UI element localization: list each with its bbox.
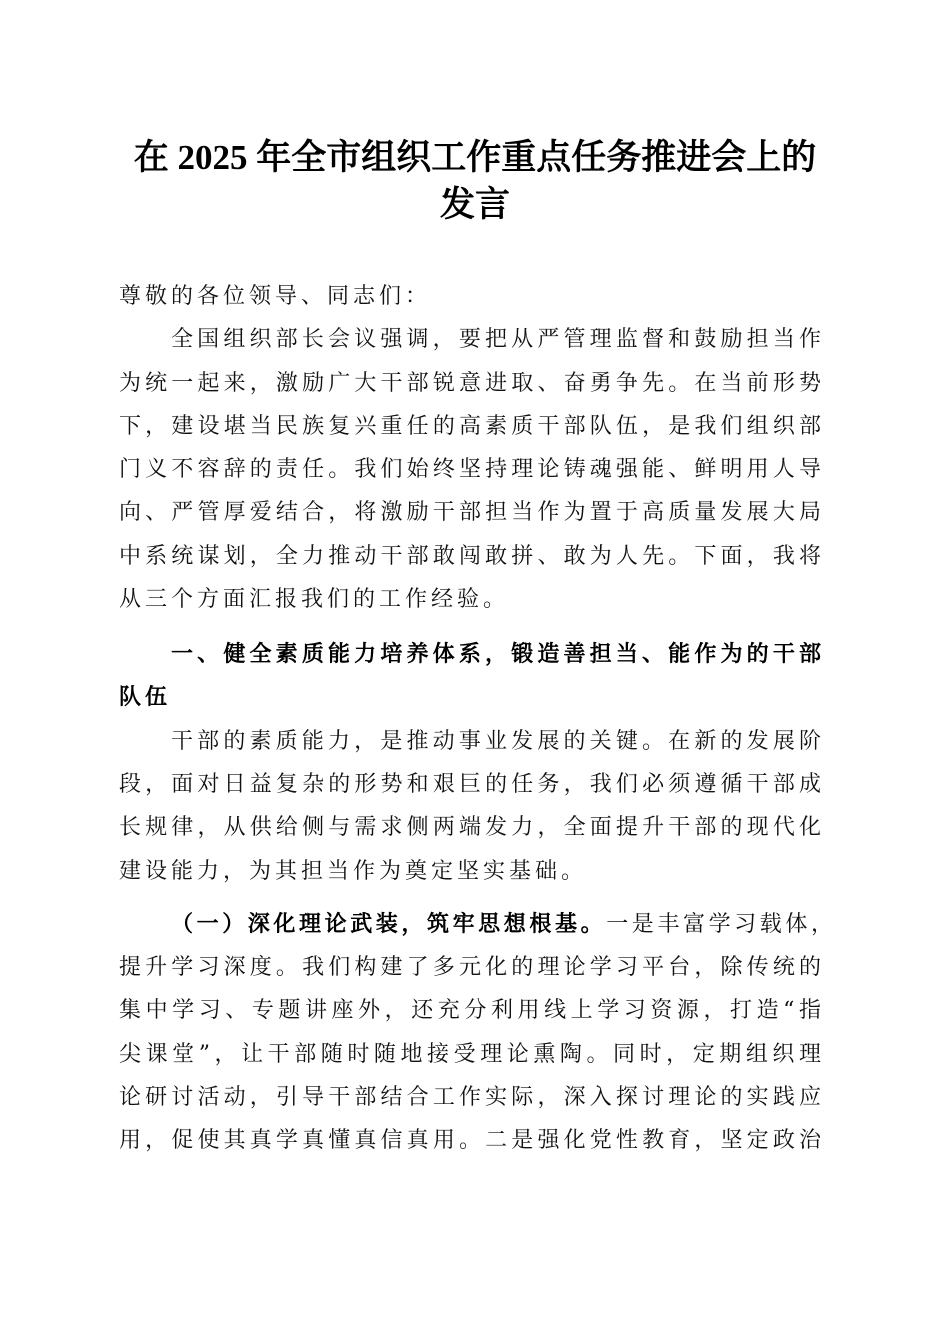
paragraph-line: 全国组织部长会议强调，要把从严管理监督和鼓励担当作 xyxy=(171,327,821,353)
section-heading-line: 一、健全素质能力培养体系，锻造善担当、能作为的干部 xyxy=(171,642,821,668)
paragraph-line: 为统一起来，激励广大干部锐意进取、奋勇争先。在当前形势 xyxy=(119,370,821,396)
paragraph-line: 论研讨活动，引导干部结合工作实际，深入探讨理论的实践应 xyxy=(119,1085,821,1111)
section-heading-line: 队伍 xyxy=(119,685,172,711)
paragraph-line: 门义不容辞的责任。我们始终坚持理论铸魂强能、鲜明用人导 xyxy=(119,457,821,483)
paragraph-line: 尖课堂”，让干部随时随地接受理论熏陶。同时，定期组织理 xyxy=(119,1041,821,1067)
salutation: 尊敬的各位领导、同志们： xyxy=(119,284,432,309)
paragraph-line: 用，促使其真学真懂真信真用。二是强化党性教育，坚定政治 xyxy=(119,1128,821,1154)
paragraph-line: 集中学习、专题讲座外，还充分利用线上学习资源，打造“指 xyxy=(119,998,821,1024)
paragraph-line: 下，建设堪当民族复兴重任的高素质干部队伍，是我们组织部 xyxy=(119,413,821,439)
subsection-first-line-text: 一是丰富学习载体， xyxy=(606,911,833,937)
paragraph-line: 提升学习深度。我们构建了多元化的理论学习平台，除传统的 xyxy=(119,955,821,981)
paragraph-line: 干部的素质能力，是推动事业发展的关键。在新的发展阶 xyxy=(171,728,821,754)
section-1-paragraph xyxy=(119,720,821,893)
title-line-1: 在 2025 年全市组织工作重点任务推进会上的 xyxy=(133,138,817,177)
paragraph-line: 长规律，从供给侧与需求侧两端发力，全面提升干部的现代化 xyxy=(119,815,821,841)
intro-paragraph xyxy=(119,318,821,621)
section-1-heading xyxy=(119,633,821,720)
subsection-title: （一）深化理论武装，筑牢思想根基。 xyxy=(171,910,607,937)
document-title xyxy=(0,134,950,228)
paragraph-line: 向、严管厚爱结合，将激励干部担当作为置于高质量发展大局 xyxy=(119,500,821,526)
subsection-first-line xyxy=(119,903,833,946)
title-line-2: 发言 xyxy=(439,185,510,224)
paragraph-line: 建设能力，为其担当作为奠定坚实基础。 xyxy=(119,858,588,884)
paragraph-line: 段，面对日益复杂的形势和艰巨的任务，我们必须遵循干部成 xyxy=(119,771,821,797)
paragraph-line: 从三个方面汇报我们的工作经验。 xyxy=(119,587,510,613)
paragraph-line: 中系统谋划，全力推动干部敢闯敢拼、敢为人先。下面，我将 xyxy=(119,543,821,569)
document-body xyxy=(119,275,833,1163)
subsection-1 xyxy=(119,903,833,1163)
